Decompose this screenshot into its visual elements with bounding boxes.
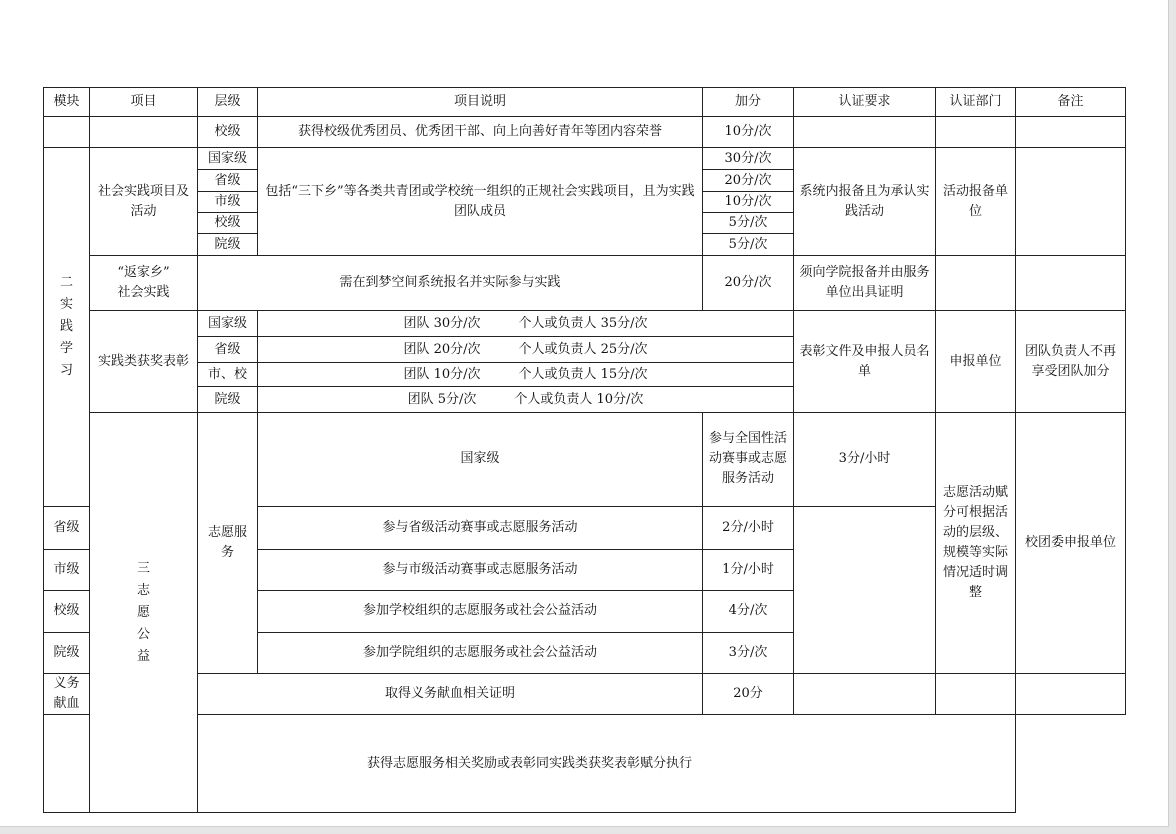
cell-level: 校级 xyxy=(198,213,258,234)
cell-empty xyxy=(90,117,198,148)
cell-empty xyxy=(44,117,90,148)
cell-points: 10分/次 xyxy=(703,192,794,213)
desc-return-home: 需在到梦空间系统报名并实际参与实践 xyxy=(198,256,703,311)
cell-points: 5分/次 xyxy=(703,234,794,256)
cell-empty xyxy=(1016,148,1126,256)
cell-empty xyxy=(1016,117,1126,148)
final-note: 获得志愿服务相关奖励或表彰同实践类获奖表彰赋分执行 xyxy=(44,715,1016,813)
cell-points: 3分/小时 xyxy=(794,413,936,507)
header-cert-req: 认证要求 xyxy=(794,88,936,117)
cell-level: 市级 xyxy=(198,192,258,213)
cell-empty xyxy=(1016,674,1126,715)
cell-empty xyxy=(794,117,936,148)
cell-level: 省级 xyxy=(44,506,90,549)
module-volunteer: 三志愿公益 xyxy=(90,413,198,813)
cell-desc: 参与省级活动赛事或志愿服务活动 xyxy=(258,506,703,549)
header-desc: 项目说明 xyxy=(258,88,703,117)
cell-points: 4分/次 xyxy=(703,591,794,632)
cell-level: 市级 xyxy=(44,549,90,590)
desc-social-practice: 包括“三下乡”等各类共青团或学校统一组织的正规社会实践项目，且为实践团队成员 xyxy=(258,148,703,256)
cell-empty xyxy=(936,117,1016,148)
cell-level: 国家级 xyxy=(198,311,258,337)
cell-empty xyxy=(794,674,936,715)
cell-level: 国家级 xyxy=(198,148,258,170)
header-remark: 备注 xyxy=(1016,88,1126,117)
item-social-practice: 社会实践项目及活动 xyxy=(90,148,198,256)
cell-points: 30分/次 xyxy=(703,148,794,170)
cell-empty xyxy=(936,256,1016,311)
cell-level: 校级 xyxy=(44,591,90,632)
item-blood: 义务献血 xyxy=(44,674,90,715)
cell-desc: 参加学院组织的志愿服务或社会公益活动 xyxy=(258,632,703,674)
item-return-home: “返家乡” 社会实践 xyxy=(90,256,198,311)
item-practice-awards: 实践类获奖表彰 xyxy=(90,311,198,413)
module-practice: 二实践学习 xyxy=(44,148,90,507)
cell-points: 20分/次 xyxy=(703,170,794,192)
cert-dept-social-practice: 活动报备单位 xyxy=(936,148,1016,256)
cell-level: 院级 xyxy=(198,234,258,256)
cell-desc: 参与市级活动赛事或志愿服务活动 xyxy=(258,549,703,590)
cell-award-points: 团队 30分/次 个人或负责人 35分/次 xyxy=(258,311,794,337)
scoring-table xyxy=(43,87,1126,813)
desc-blood: 取得义务献血相关证明 xyxy=(198,674,703,715)
cell-points: 1分/小时 xyxy=(703,549,794,590)
header-cert-dept: 认证部门 xyxy=(936,88,1016,117)
cell-points: 5分/次 xyxy=(703,213,794,234)
header-row xyxy=(44,88,1126,117)
cell-empty xyxy=(936,674,1016,715)
cell-desc: 参加学校组织的志愿服务或社会公益活动 xyxy=(258,591,703,632)
table-row xyxy=(44,311,1126,337)
table-row xyxy=(44,256,1126,311)
table-row xyxy=(44,117,1126,148)
cell-points: 2分/小时 xyxy=(703,506,794,549)
cert-req-volunteer: 志愿活动赋分可根据活动的层级、规模等实际情况适时调整 xyxy=(936,413,1016,674)
cell-points: 20分/次 xyxy=(703,256,794,311)
header-level: 层级 xyxy=(198,88,258,117)
cell-award-points: 团队 5分/次 个人或负责人 10分/次 xyxy=(258,387,794,413)
cell-award-points: 团队 20分/次 个人或负责人 25分/次 xyxy=(258,337,794,363)
cert-req-awards: 表彰文件及申报人员名单 xyxy=(794,311,936,413)
cell-empty xyxy=(1016,256,1126,311)
header-module: 模块 xyxy=(44,88,90,117)
table-row xyxy=(44,413,1126,507)
cell-desc: 获得校级优秀团员、优秀团干部、向上向善好青年等团内容荣誉 xyxy=(258,117,703,148)
cell-level: 省级 xyxy=(198,337,258,363)
table-row xyxy=(44,715,1126,813)
cert-dept-volunteer: 校团委申报单位 xyxy=(1016,413,1126,674)
cert-dept-awards: 申报单位 xyxy=(936,311,1016,413)
cert-req-return-home: 须向学院报备并由服务单位出具证明 xyxy=(794,256,936,311)
table-row xyxy=(44,148,1126,170)
cell-award-points: 团队 10分/次 个人或负责人 15分/次 xyxy=(258,363,794,387)
cell-desc: 参与全国性活动赛事或志愿服务活动 xyxy=(703,413,794,507)
cell-level: 国家级 xyxy=(258,413,703,507)
cell-level: 院级 xyxy=(198,387,258,413)
header-points: 加分 xyxy=(703,88,794,117)
cell-points: 3分/次 xyxy=(703,632,794,674)
cell-points: 20分 xyxy=(703,674,794,715)
item-volunteer: 志愿服务 xyxy=(198,413,258,674)
cert-req-social-practice: 系统内报备且为承认实践活动 xyxy=(794,148,936,256)
header-item: 项目 xyxy=(90,88,198,117)
cell-level: 校级 xyxy=(198,117,258,148)
table-row xyxy=(44,674,1126,715)
cell-level: 市、校 xyxy=(198,363,258,387)
cell-points: 10分/次 xyxy=(703,117,794,148)
cell-level: 院级 xyxy=(44,632,90,674)
cell-level: 省级 xyxy=(198,170,258,192)
remark-awards: 团队负责人不再享受团队加分 xyxy=(1016,311,1126,413)
